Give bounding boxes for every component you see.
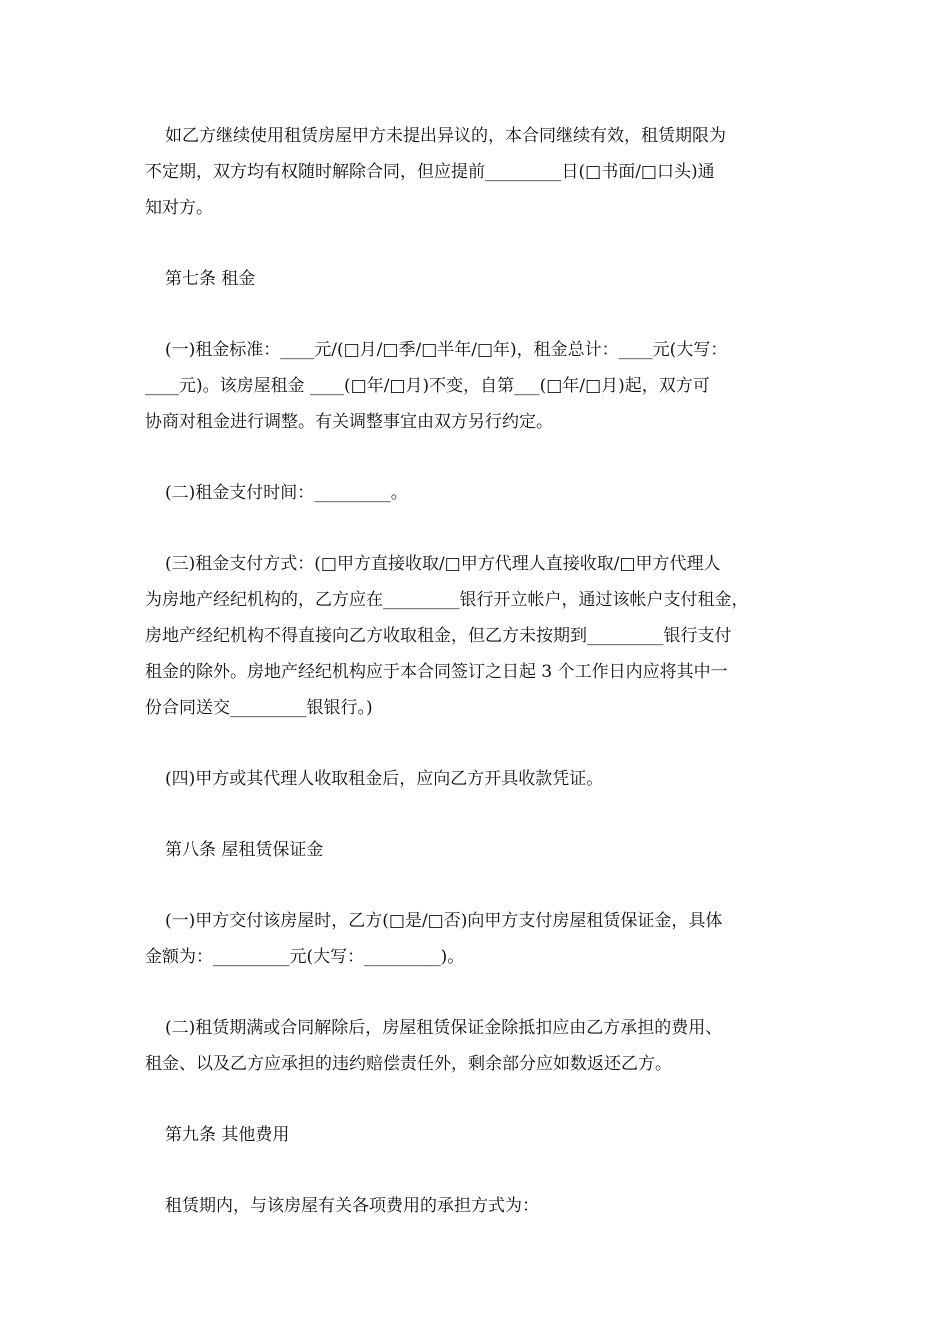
text-line: 金额为：_________元(大写：_________)。 [145, 947, 465, 967]
paragraph-rent-payment-method [145, 546, 815, 726]
article-7-heading: 第七条 租金 [165, 269, 256, 289]
article-8-heading: 第八条 屋租赁保证金 [165, 840, 324, 860]
text-line: 如乙方继续使用租赁房屋甲方未提出异议的，本合同继续有效，租赁期限为 [165, 126, 726, 146]
document-page [145, 118, 815, 1259]
text-line: (一)租金标准：____元/(□月/□季/□半年/□年)，租金总计：____元(大写： [165, 340, 728, 360]
text-line: (一)甲方交付该房屋时，乙方(□是/□否)向甲方支付房屋租赁保证金，具体 [165, 911, 723, 931]
text-line: 协商对租金进行调整。有关调整事宜由双方另行约定。 [145, 412, 553, 432]
paragraph-rent-standard [145, 332, 815, 440]
text-line: (四)甲方或其代理人收取租金后，应向乙方开具收款凭证。 [165, 769, 604, 789]
paragraph-deposit-amount [145, 903, 815, 975]
text-line: ____元)。该房屋租金 ____(□年/□月)不变，自第___(□年/□月)起，双方可 [145, 376, 710, 396]
text-line: 房地产经纪机构不得直接向乙方收取租金，但乙方未按期到_________银行支付 [145, 626, 732, 646]
text-line: (二)租赁期满或合同解除后，房屋租赁保证金除抵扣应由乙方承担的费用、 [165, 1018, 723, 1038]
text-line: 为房地产经纪机构的，乙方应在_________银行开立帐户，通过该帐户支付租金， [145, 590, 749, 610]
paragraph-lease-continuation [145, 118, 815, 226]
paragraph-deposit-return [145, 1010, 815, 1082]
text-line: 租金、以及乙方应承担的违约赔偿责任外，剩余部分应如数返还乙方。 [145, 1054, 672, 1074]
text-line: 租金的除外。房地产经纪机构应于本合同签订之日起 3 个工作日内应将其中一 [145, 662, 728, 682]
text-line: (二)租金支付时间：_________。 [165, 483, 408, 503]
article-9-heading: 第九条 其他费用 [165, 1125, 290, 1145]
text-line: 不定期，双方均有权随时解除合同，但应提前_________日(□书面/□口头)通 [145, 162, 715, 182]
text-line: 租赁期内，与该房屋有关各项费用的承担方式为： [165, 1196, 539, 1216]
text-line: 份合同送交_________银银行。) [145, 698, 373, 718]
text-line: 知对方。 [145, 198, 213, 218]
text-line: (三)租金支付方式：(□甲方直接收取/□甲方代理人直接收取/□甲方代理人 [165, 554, 721, 574]
paragraph-rent-payment-time [145, 475, 815, 511]
paragraph-other-fees [145, 1188, 815, 1224]
paragraph-rent-receipt [145, 761, 815, 797]
